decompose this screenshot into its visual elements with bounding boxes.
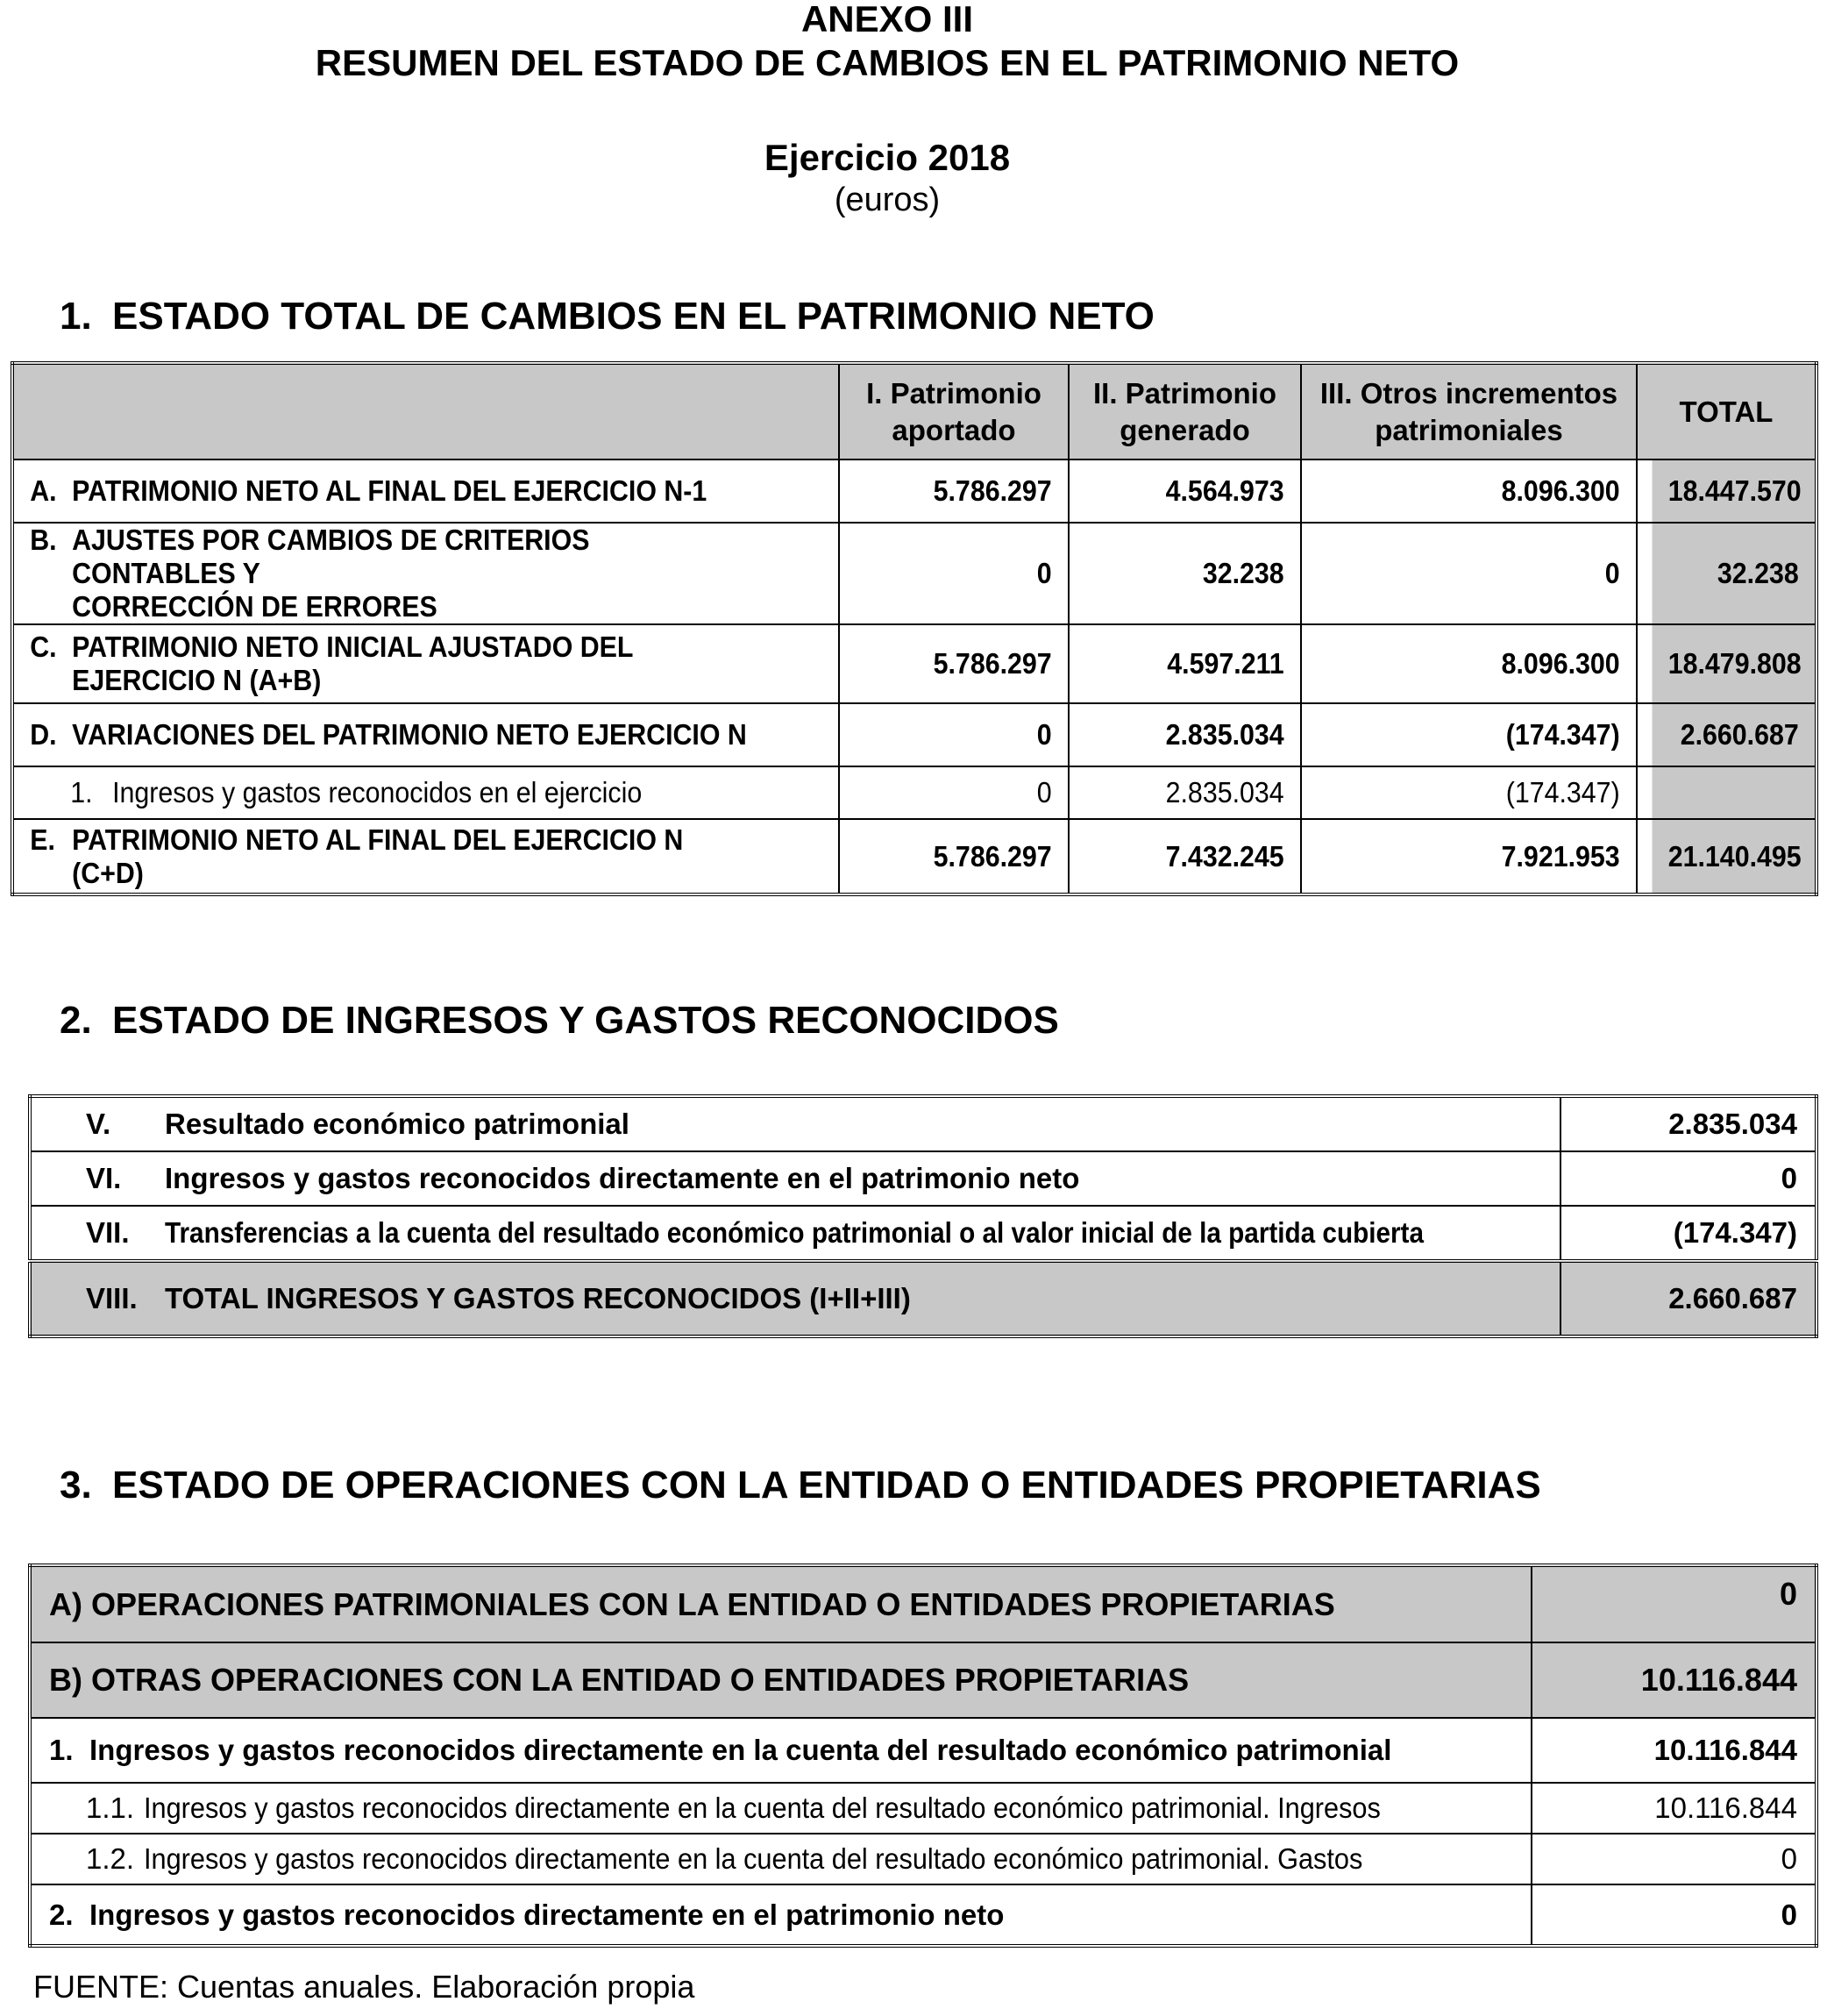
cell-value: 7.432.245 xyxy=(1087,819,1301,894)
row-label: 1. Ingresos y gastos reconocidos en el ejercicio xyxy=(12,766,773,819)
row-label: 2. Ingresos y gastos reconocidos directamente en el patrimonio neto xyxy=(30,1884,1532,1946)
section-1-heading xyxy=(60,294,1155,339)
table-row xyxy=(30,1884,1816,1946)
cell-value: 0 xyxy=(1328,523,1637,624)
row-label: 1. Ingresos y gastos reconocidos directamente en la cuenta del resultado económico patrimonial xyxy=(30,1718,1532,1783)
section-2-number: 2. xyxy=(60,999,92,1042)
fiscal-year: Ejercicio 2018 xyxy=(764,137,1011,178)
annex-title: ANEXO III xyxy=(800,0,974,39)
table-row xyxy=(12,624,1816,703)
cell-value: 0 xyxy=(857,523,1069,624)
row-label: 1.2. Ingresos y gastos reconocidos directamente en la cuenta del resultado económico patrimonial. Gastos xyxy=(30,1834,1532,1884)
source-note: FUENTE: Cuentas anuales. Elaboración propia xyxy=(33,1969,695,2005)
section-3-title: ESTADO DE OPERACIONES CON LA ENTIDAD O ENTIDADES PROPIETARIAS xyxy=(112,1464,1541,1507)
table-header-row xyxy=(12,363,1816,459)
cell-value: 2.835.034 xyxy=(1087,766,1301,819)
cell-total: 2.660.687 xyxy=(1560,1261,1816,1336)
row-label: V. Resultado económico patrimonial xyxy=(30,1096,1560,1151)
col-header-total: TOTAL xyxy=(1637,363,1816,459)
table-recognized-income xyxy=(28,1094,1818,1338)
cell-value: (174.347) xyxy=(1328,766,1637,819)
table-row xyxy=(30,1206,1816,1261)
cell-value: 0 xyxy=(1532,1834,1816,1884)
row-label: E. PATRIMONIO NETO AL FINAL DEL EJERCICIO N (C+D) xyxy=(12,819,773,894)
cell-total xyxy=(1651,766,1816,819)
row-label: A) OPERACIONES PATRIMONIALES CON LA ENTIDAD O ENTIDADES PROPIETARIAS xyxy=(30,1565,1532,1642)
row-label: B) OTRAS OPERACIONES CON LA ENTIDAD O ENTIDADES PROPIETARIAS xyxy=(30,1642,1532,1718)
cell-value: 8.096.300 xyxy=(1328,459,1637,523)
table-row xyxy=(12,766,1816,819)
cell-value: 2.835.034 xyxy=(1087,703,1301,766)
cell-value: 10.116.844 xyxy=(1532,1783,1816,1834)
table-row xyxy=(30,1565,1816,1642)
section-3-heading xyxy=(60,1463,1541,1508)
cell-value: (174.347) xyxy=(1328,703,1637,766)
cell-value: 32.238 xyxy=(1087,523,1301,624)
table-equity-changes xyxy=(11,361,1818,896)
table-row xyxy=(30,1151,1816,1206)
cell-total: 21.140.495 xyxy=(1651,819,1816,894)
section-1-title: ESTADO TOTAL DE CAMBIOS EN EL PATRIMONIO NETO xyxy=(112,295,1155,338)
cell-value: 5.786.297 xyxy=(857,819,1069,894)
table-row xyxy=(30,1834,1816,1884)
cell-value: 5.786.297 xyxy=(857,459,1069,523)
row-label: A. PATRIMONIO NETO AL FINAL DEL EJERCICIO N-1 xyxy=(12,459,773,523)
cell-value: 0 xyxy=(1532,1884,1816,1946)
row-label: D. VARIACIONES DEL PATRIMONIO NETO EJERCICIO N xyxy=(12,703,773,766)
row-label: VIII. TOTAL INGRESOS Y GASTOS RECONOCIDOS (I+II+III) xyxy=(30,1261,1560,1336)
section-2-title: ESTADO DE INGRESOS Y GASTOS RECONOCIDOS xyxy=(112,999,1059,1042)
cell-total: 18.447.570 xyxy=(1651,459,1816,523)
cell-total: 18.479.808 xyxy=(1651,624,1816,703)
cell-value: 5.786.297 xyxy=(857,624,1069,703)
col-header-generado: II. Patrimonio generado xyxy=(1069,363,1301,459)
table-owner-operations xyxy=(28,1564,1818,1948)
cell-total: 2.660.687 xyxy=(1651,703,1816,766)
col-header-aportado: I. Patrimonio aportado xyxy=(839,363,1069,459)
cell-value: 8.096.300 xyxy=(1328,624,1637,703)
row-label: C. PATRIMONIO NETO INICIAL AJUSTADO DEL EJERCICIO N (A+B) xyxy=(12,624,773,703)
cell-total: 32.238 xyxy=(1651,523,1816,624)
cell-value: 10.116.844 xyxy=(1532,1718,1816,1783)
table-row xyxy=(12,819,1816,894)
cell-value: 10.116.844 xyxy=(1532,1642,1816,1718)
cell-value: 0 xyxy=(1560,1151,1816,1206)
table-row xyxy=(12,523,1816,624)
row-label: 1.1. Ingresos y gastos reconocidos directamente en la cuenta del resultado económico patrimonial. Ingresos xyxy=(30,1783,1532,1834)
row-label: VII. Transferencias a la cuenta del resultado económico patrimonial o al valor inicial de la partida cubierta xyxy=(30,1206,1560,1261)
row-label: B. AJUSTES POR CAMBIOS DE CRITERIOS CONTABLES Y CORRECCIÓN DE ERRORES xyxy=(12,523,773,624)
cell-value: 0 xyxy=(857,703,1069,766)
table-row xyxy=(30,1783,1816,1834)
cell-value: (174.347) xyxy=(1560,1206,1816,1261)
table-total-row xyxy=(30,1261,1816,1336)
cell-value: 2.835.034 xyxy=(1560,1096,1816,1151)
currency-unit: (euros) xyxy=(834,182,941,218)
cell-value: 4.597.211 xyxy=(1087,624,1301,703)
table-row xyxy=(30,1718,1816,1783)
cell-value: 0 xyxy=(857,766,1069,819)
table-row xyxy=(30,1642,1816,1718)
cell-value: 4.564.973 xyxy=(1087,459,1301,523)
section-3-number: 3. xyxy=(60,1464,92,1507)
section-2-heading xyxy=(60,998,1059,1044)
header-blank xyxy=(12,363,839,459)
table-row xyxy=(30,1096,1816,1151)
col-header-otros: III. Otros incrementos patrimoniales xyxy=(1301,363,1637,459)
cell-value: 7.921.953 xyxy=(1328,819,1637,894)
table-row xyxy=(12,703,1816,766)
row-label: VI. Ingresos y gastos reconocidos directamente en el patrimonio neto xyxy=(30,1151,1560,1206)
cell-value: 0 xyxy=(1532,1565,1816,1642)
report-title: RESUMEN DEL ESTADO DE CAMBIOS EN EL PATRIMONIO NETO xyxy=(315,42,1460,83)
table-row xyxy=(12,459,1816,523)
section-1-number: 1. xyxy=(60,295,92,338)
